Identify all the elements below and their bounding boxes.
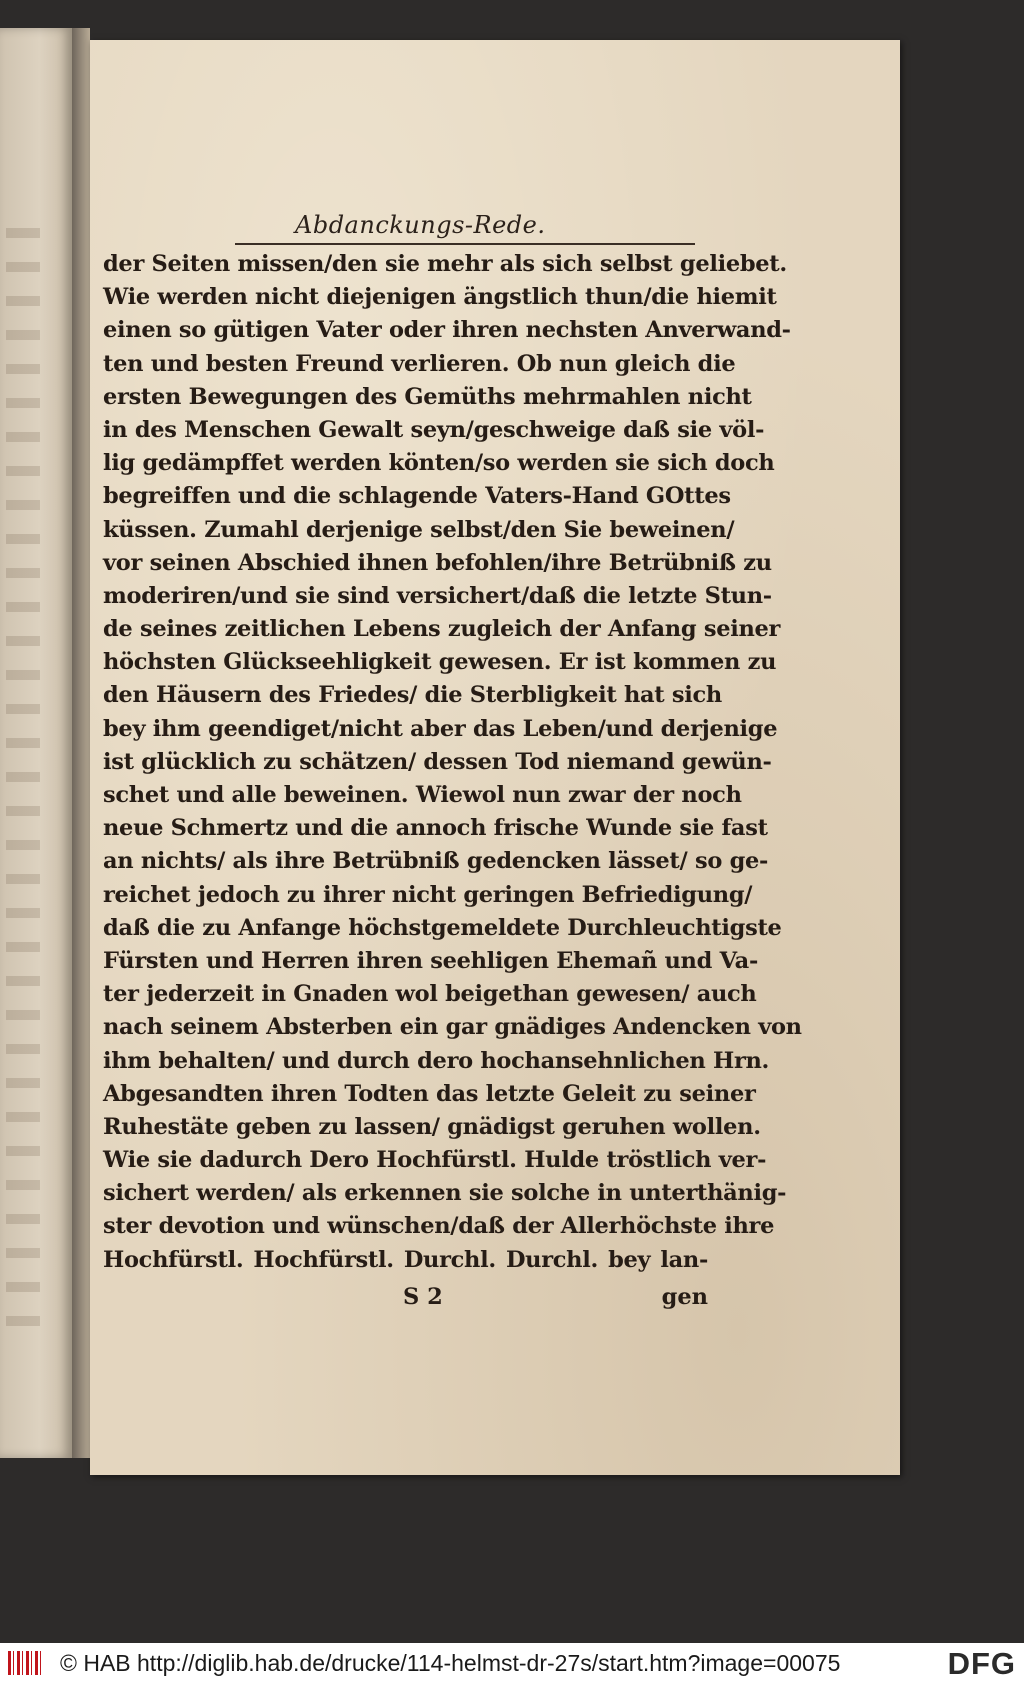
facing-page-bleed <box>6 228 40 1328</box>
facing-page-edge <box>0 28 72 1458</box>
text-line: reichet jedoch zu ihrer nicht geringen Befriedigung/ <box>103 881 753 908</box>
text-line: daß die zu Anfange höchstgemeldete Durchleuchtigste <box>103 914 782 941</box>
dfg-logo: DFG <box>947 1646 1016 1681</box>
text-line: Wie werden nicht diejenigen ängstlich thun/die hiemit <box>103 284 777 311</box>
text-line: ster devotion und wünschen/daß der Allerhöchste ihre <box>103 1213 775 1240</box>
barcode-icon <box>8 1651 44 1675</box>
text-line: Wie sie dadurch Dero Hochfürstl. Hulde tröstlich ver- <box>103 1147 767 1174</box>
text-line: den Häusern des Friedes/ die Sterbligkeit hat sich <box>103 682 722 709</box>
viewer-footer <box>0 1643 1024 1683</box>
text-line: vor seinen Abschied ihnen befohlen/ihre Betrübniß zu <box>103 549 772 576</box>
text-line: ist glücklich zu schätzen/ dessen Tod niemand gewün- <box>103 748 772 775</box>
text-line: an nichts/ als ihre Betrübniß gedencken lässet/ so ge- <box>103 848 769 875</box>
text-line: neue Schmertz und die annoch frische Wunde sie fast <box>103 815 768 842</box>
text-line: moderiren/und sie sind versichert/daß die letzte Stun- <box>103 582 772 609</box>
signature-mark: S 2 <box>403 1284 443 1310</box>
text-line: bey ihm geendiget/nicht aber das Leben/und derjenige <box>103 715 778 742</box>
text-line: ihm behalten/ und durch dero hochansehnlichen Hrn. <box>103 1047 770 1074</box>
catchword: gen <box>661 1284 708 1310</box>
running-head: Abdanckungs-Rede. <box>295 211 546 239</box>
text-line: ter jederzeit in Gnaden wol beigethan gewesen/ auch <box>103 981 757 1008</box>
text-line: der Seiten missen/den sie mehr als sich selbst geliebet. <box>103 251 787 277</box>
text-line: Ruhestäte geben zu lassen/ gnädigst geruhen wollen. <box>103 1113 761 1140</box>
text-line: schet und alle beweinen. Wiewol nun zwar der noch <box>103 782 742 808</box>
text-line: küssen. Zumahl derjenige selbst/den Sie beweinen/ <box>103 516 735 543</box>
text-line: Fürsten und Herren ihren seehligen Ehemañ und Va- <box>103 947 758 974</box>
page-footer-line <box>103 1284 708 1318</box>
text-line: lig gedämpffet werden könten/so werden sie sich doch <box>103 450 775 477</box>
running-head-rule <box>235 243 695 245</box>
page-text-block <box>103 248 802 1277</box>
text-line: ten und besten Freund verlieren. Ob nun gleich die <box>103 350 736 377</box>
text-line: nach seinem Absterben ein gar gnädiges Andencken von <box>103 1014 802 1041</box>
source-credit[interactable]: © HAB http://diglib.hab.de/drucke/114-helmst-dr-27s/start.htm?image=00075 <box>60 1650 841 1676</box>
text-line: einen so gütigen Vater oder ihren nechsten Anverwand- <box>103 317 791 344</box>
text-line: sichert werden/ als erkennen sie solche in unterthänig- <box>103 1180 787 1207</box>
text-line: begreiffen und die schlagende Vaters-Hand GOttes <box>103 483 731 510</box>
book-gutter <box>72 28 90 1458</box>
text-line: ersten Bewegungen des Gemüths mehrmahlen nicht <box>103 383 752 410</box>
text-line: in des Menschen Gewalt seyn/geschweige daß sie völ- <box>103 416 765 443</box>
text-line: Abgesandten ihren Todten das letzte Geleit zu seiner <box>103 1080 756 1107</box>
text-line: de seines zeitlichen Lebens zugleich der Anfang seiner <box>103 616 781 643</box>
text-line: Hochfürstl. Hochfürstl. Durchl. Durchl. bey lan- <box>103 1246 708 1273</box>
text-line: höchsten Glückseehligkeit gewesen. Er ist kommen zu <box>103 649 777 676</box>
